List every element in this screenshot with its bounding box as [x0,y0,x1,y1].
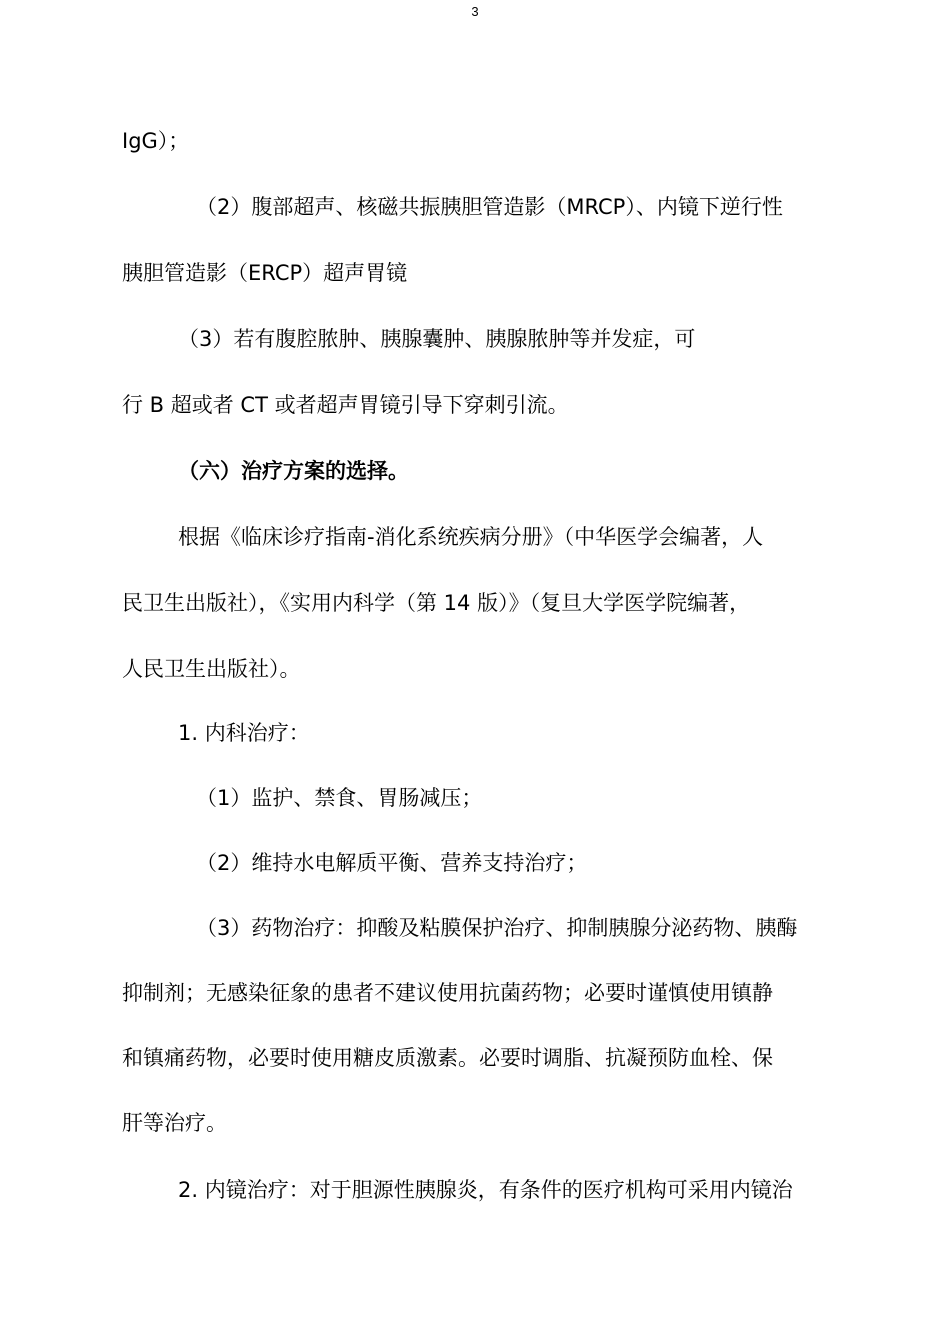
list-item-drug-therapy: （3）药物治疗：抑酸及粘膜保护治疗、抑制胰腺分泌药物、胰酶 [196,916,798,940]
section-heading-treatment-plan: （六）治疗方案的选择。 [178,459,409,483]
list-item-fluid-balance: （2）维持水电解质平衡、营养支持治疗； [196,851,588,875]
text-line-item-2-imaging: （2）腹部超声、核磁共振胰胆管造影（MRCP）、内镜下逆行性 [196,195,783,219]
list-heading-medical-treatment: 1. 内科治疗： [178,721,310,745]
text-line-guideline-reference: 根据《临床诊疗指南-消化系统疾病分册》（中华医学会编著，人 [178,525,764,549]
text-line-item-3-complications: （3）若有腹腔脓肿、胰腺囊肿、胰腺脓肿等并发症，可 [178,327,696,351]
text-line-ercp: 胰胆管造影（ERCP）超声胃镜 [122,261,408,285]
list-item-monitoring: （1）监护、禁食、胃肠减压； [196,786,483,810]
list-heading-endoscopic-treatment: 2. 内镜治疗：对于胆源性胰腺炎，有条件的医疗机构可采用内镜治 [178,1178,793,1202]
text-line-drug-therapy-continued-2: 和镇痛药物，必要时使用糖皮质激素。必要时调脂、抗凝预防血栓、保 [122,1046,773,1070]
text-line-igg-end: IgG）； [122,129,190,153]
text-line-drainage: 行 B 超或者 CT 或者超声胃镜引导下穿刺引流。 [122,393,569,417]
page-number: 3 [471,4,479,19]
text-line-publisher: 人民卫生出版社）。 [122,657,301,681]
text-line-reference-continued: 民卫生出版社），《实用内科学（第 14 版）》（复旦大学医学院编著， [122,591,751,615]
text-line-drug-therapy-continued-1: 抑制剂；无感染征象的患者不建议使用抗菌药物；必要时谨慎使用镇静 [122,981,773,1005]
text-line-drug-therapy-continued-3: 肝等治疗。 [122,1111,227,1135]
